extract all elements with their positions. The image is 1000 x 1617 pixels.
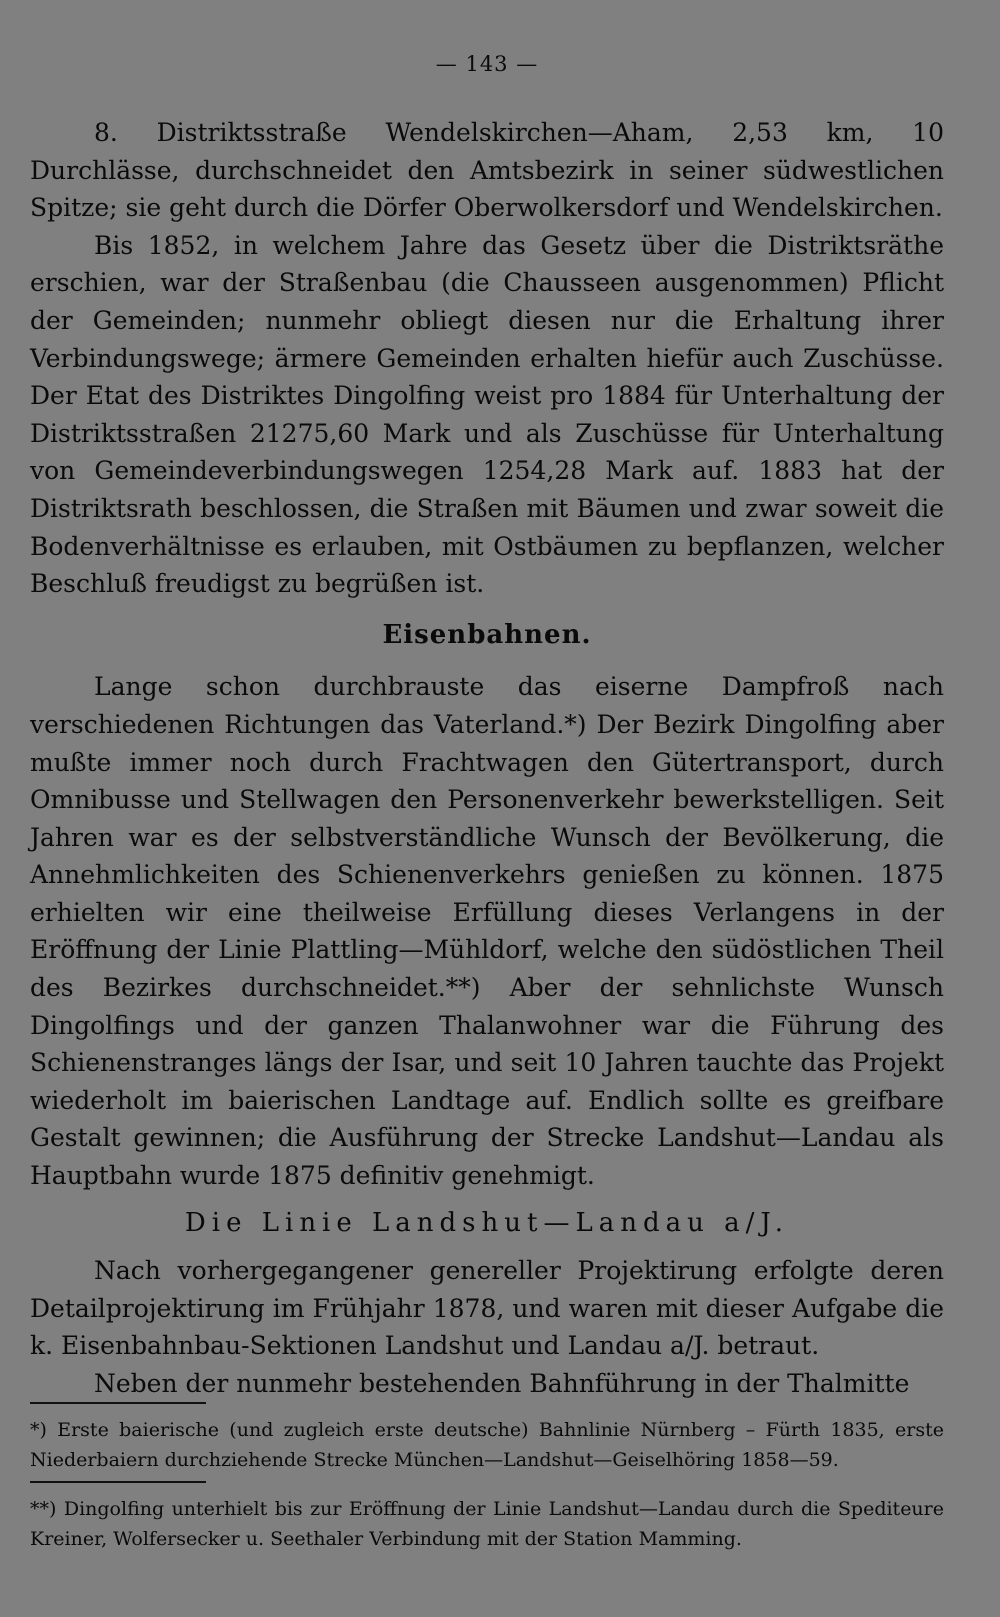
paragraph-valley-route: Neben der nunmehr bestehenden Bahnführung in der Thalmitte: [94, 1369, 910, 1398]
footnote-dingolfing-transport: **) Dingolfing unterhielt bis zur Eröffnung der Linie Landshut—Landau durch die Spediteure Kreiner, Wolfersecker u. Seethaler Verbindung mit der Station Mamming.: [30, 1498, 944, 1550]
main-text: [30, 114, 944, 1403]
paragraph-detail-projecting: Nach vorhergegangener genereller Projektirung erfolgte deren Detailprojektirung im Frühjahr 1878, und waren mit dieser Aufgabe die k. Eisenbahnbau-Sektionen Landshut und Landau a/J. betraut.: [30, 1256, 944, 1361]
book-page: [30, 0, 944, 1617]
page-number: — 143 —: [435, 52, 539, 76]
paragraph-railways: Lange schon durchbrauste das eiserne Dampfroß nach verschiedenen Richtungen das Vaterland.*) Der Bezirk Dingolfing aber mußte immer noch durch Frachtwagen den Gütertransport, durch Omnibusse und Stellwagen den Personenverkehr bewerkstelligen. Seit Jahren war es der selbstverständliche Wunsch der Bevölkerung, die Annehmlichkeiten des Schienenverkehrs genießen zu können. 1875 erhielten wir eine theilweise Erfüllung dieses Verlangens in der Eröffnung der Linie Plattling—Mühldorf, welche den südöstlichen Theil des Bezirkes durchschneidet.**) Aber der sehnlichste Wunsch Dingolfings und der ganzen Thalanwohner war die Führung des Schienenstranges längs der Isar, und seit 10 Jahren tauchte das Projekt wiederholt im baierischen Landtage auf. Endlich sollte es greifbare Gestalt gewinnen; die Ausführung der Strecke Landshut—Landau als Hauptbahn wurde 1875 definitiv genehmigt.: [30, 672, 944, 1191]
footnote-rule-second: [30, 1481, 206, 1483]
heading-railways: Eisenbahnen.: [382, 619, 592, 650]
footnote-first-railway: *) Erste baierische (und zugleich erste deutsche) Bahnlinie Nürnberg – Fürth 1835, erste Niederbaiern durchziehende Strecke München—Landshut—Geiselhöring 1858—59.: [30, 1419, 944, 1471]
footnote-rule: [30, 1402, 206, 1404]
heading-line-landshut-landau: Die Linie Landshut—Landau a/J.: [184, 1207, 790, 1238]
paragraph-road-construction: Bis 1852, in welchem Jahre das Gesetz über die Distriktsräthe erschien, war der Straßenbau (die Chausseen ausgenommen) Pflicht der Gemeinden; nunmehr obliegt diesen nur die Erhaltung ihrer Verbindungswege; ärmere Gemeinden erhalten hiefür auch Zuschüsse. Der Etat des Distriktes Dingolfing weist pro 1884 für Unterhaltung der Distriktsstraßen 21275,60 Mark und als Zuschüsse für Unterhaltung von Gemeindeverbindungswegen 1254,28 Mark auf. 1883 hat der Distriktsrath beschlossen, die Straßen mit Bäumen und zwar soweit die Bodenverhältnisse es erlauben, mit Ostbäumen zu bepflanzen, welcher Beschluß freudigst zu begrüßen ist.: [30, 230, 944, 599]
paragraph-district-road: 8. Distriktsstraße Wendelskirchen—Aham, 2,53 km, 10 Durchlässe, durchschneidet den Amtsbezirk in seiner südwestlichen Spitze; sie geht durch die Dörfer Oberwolkersdorf und Wendelskirchen.: [30, 118, 944, 223]
